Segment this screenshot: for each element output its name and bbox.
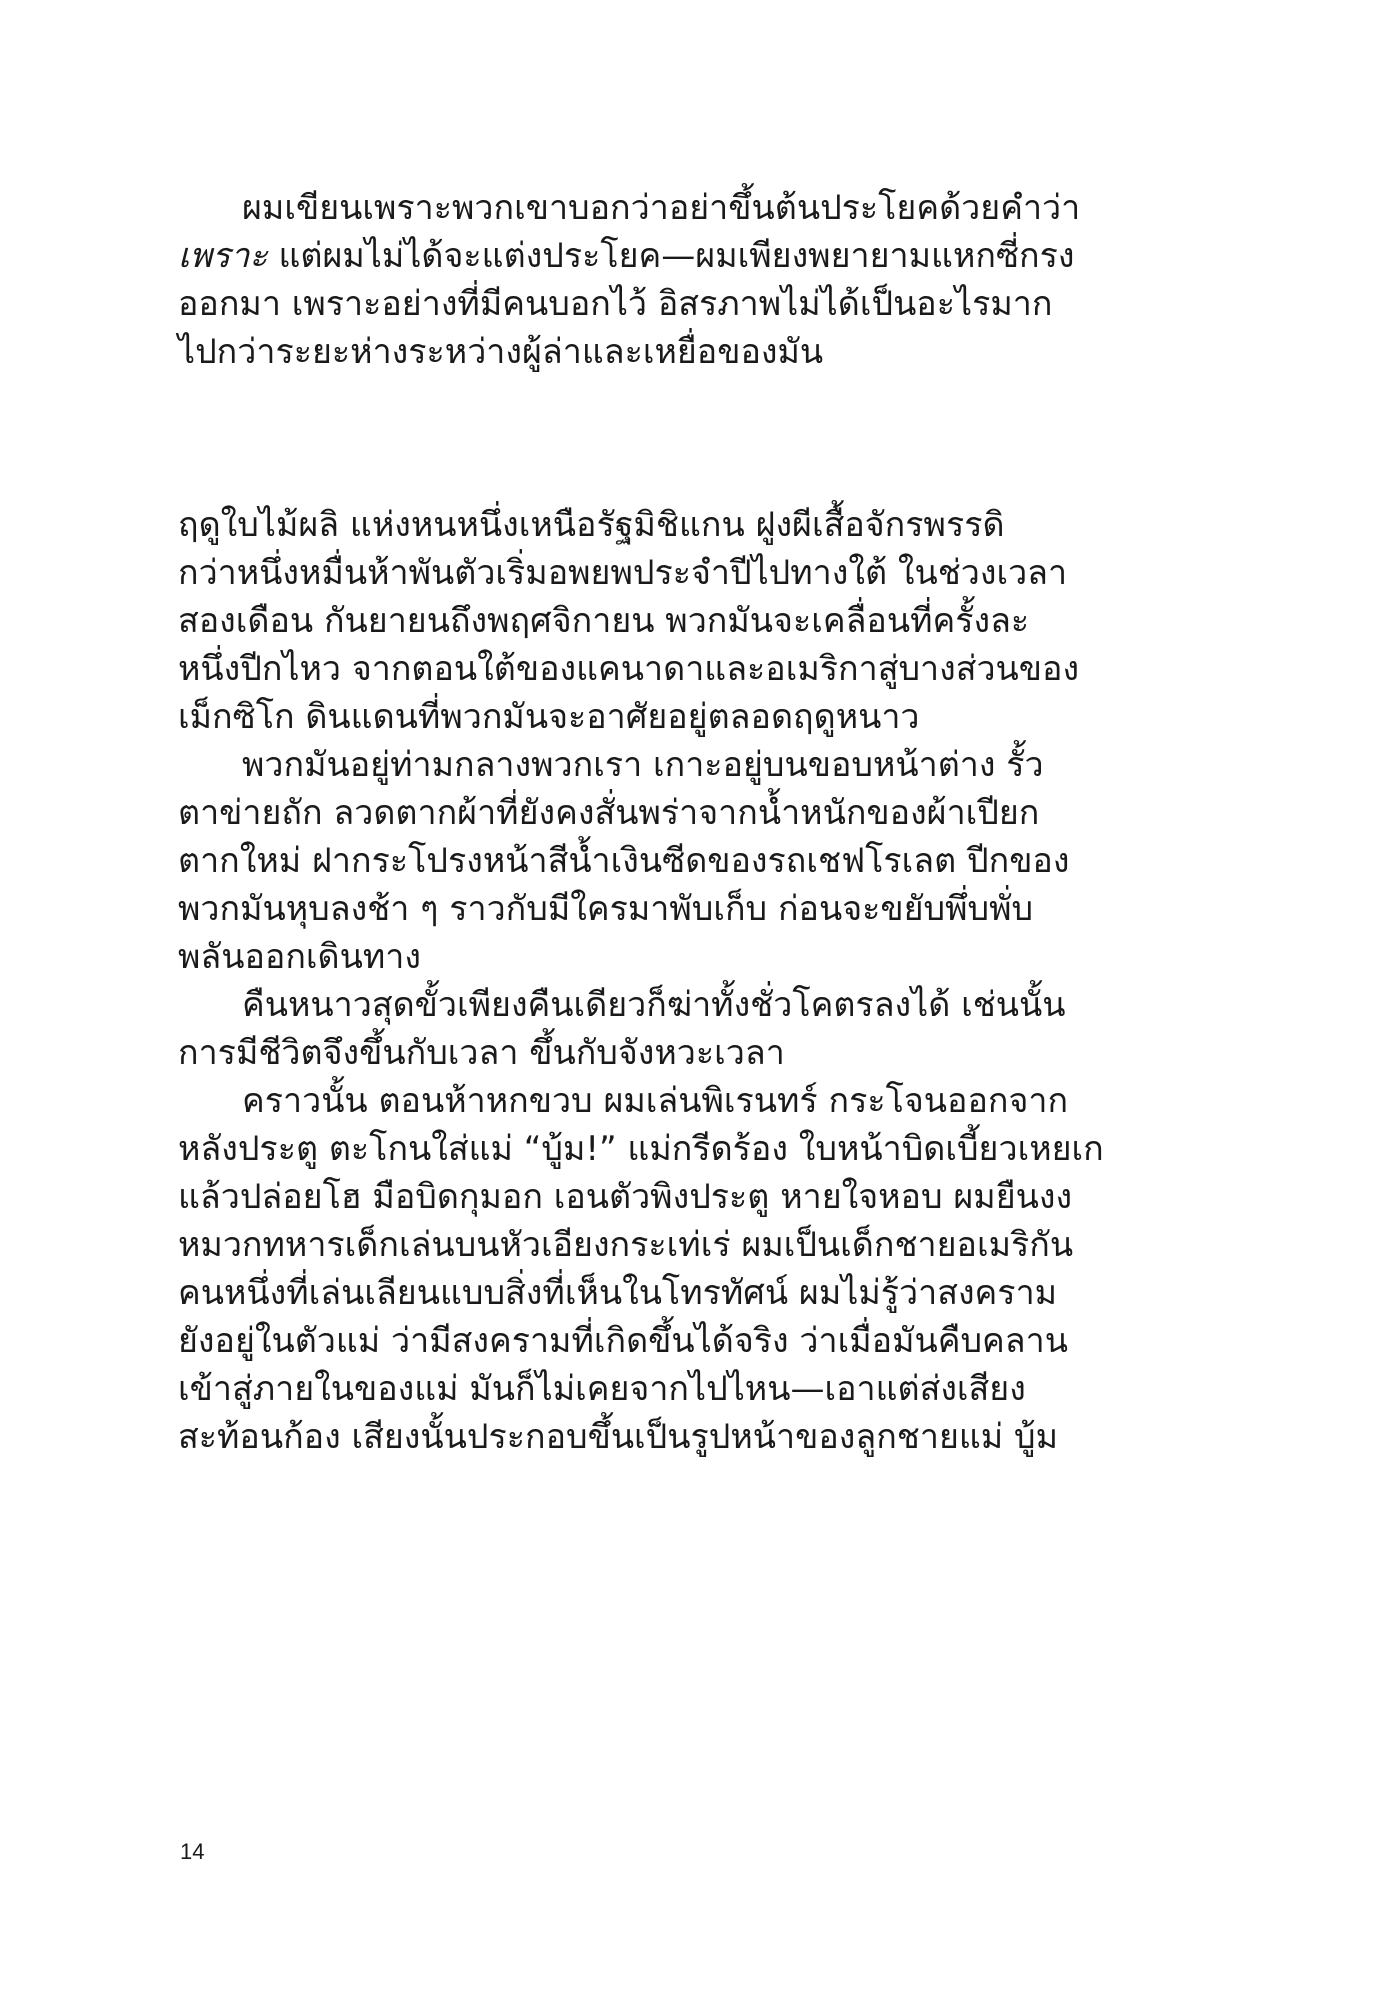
paragraph-line: การมีชีวิตจึงขึ้นกับเวลา ขึ้นกับจังหวะเวลา — [178, 1033, 785, 1073]
epigraph-line-1: ผมเขียนเพราะพวกเขาบอกว่าอย่าขึ้นต้นประโยคด้วยคำว่า — [242, 188, 1081, 228]
epigraph — [178, 184, 1238, 376]
paragraph-line: ฤดูใบไม้ผลิ แห่งหนหนึ่งเหนือรัฐมิชิแกน ฝูงผีเสื้อจักรพรรดิ — [178, 505, 1005, 545]
paragraph-line: หมวกทหารเด็กเล่นบนหัวเอียงกระเท่เร่ ผมเป็นเด็กชายอเมริกัน — [178, 1225, 1074, 1265]
paragraph-line: แล้วปล่อยโฮ มือบิดกุมอก เอนตัวพิงประตู หายใจหอบ ผมยืนงง — [178, 1177, 1073, 1217]
body-text — [178, 501, 1238, 1461]
paragraph-line: คราวนั้น ตอนห้าหกขวบ ผมเล่นพิเรนทร์ กระโจนออกจาก — [242, 1081, 1069, 1121]
epigraph-line-3: ออกมา เพราะอย่างที่มีคนบอกไว้ อิสรภาพไม่ได้เป็นอะไรมาก — [178, 284, 1053, 324]
paragraph-line: เข้าสู่ภายในของแม่ มันก็ไม่เคยจากไปไหน—เอาแต่ส่งเสียง — [178, 1369, 1026, 1409]
epigraph-italic-word: เพราะ — [178, 236, 268, 276]
paragraph-4 — [178, 1077, 1238, 1461]
paragraph-line: หลังประตู ตะโกนใส่แม่ “บู้ม!” แม่กรีดร้อง ใบหน้าบิดเบี้ยวเหยเก — [178, 1129, 1104, 1169]
paragraph-line: ยังอยู่ในตัวแม่ ว่ามีสงครามที่เกิดขึ้นได้จริง ว่าเมื่อมันคืบคลาน — [178, 1321, 1068, 1361]
paragraph-line: กว่าหนึ่งหมื่นห้าพันตัวเริ่มอพยพประจำปีไปทางใต้ ในช่วงเวลา — [178, 553, 1068, 593]
paragraph-2 — [178, 741, 1238, 981]
paragraph-line: คืนหนาวสุดขั้วเพียงคืนเดียวก็ฆ่าทั้งชั่วโคตรลงได้ เช่นนั้น — [242, 985, 1066, 1025]
paragraph-line: พลันออกเดินทาง — [178, 937, 421, 977]
paragraph-line: พวกมันหุบลงช้า ๆ ราวกับมีใครมาพับเก็บ ก่อนจะขยับพึ่บพั่บ — [178, 889, 1034, 929]
paragraph-line: พวกมันอยู่ท่ามกลางพวกเรา เกาะอยู่บนขอบหน้าต่าง รั้ว — [242, 745, 1044, 785]
paragraph-line: ตาข่ายถัก ลวดตากผ้าที่ยังคงสั่นพร่าจากน้ำหนักของผ้าเปียก — [178, 793, 1040, 833]
paragraph-3 — [178, 981, 1238, 1077]
paragraph-line: คนหนึ่งที่เล่นเลียนแบบสิ่งที่เห็นในโทรทัศน์ ผมไม่รู้ว่าสงคราม — [178, 1273, 1058, 1313]
page-number: 14 — [180, 1839, 205, 1864]
paragraph-line: สะท้อนก้อง เสียงนั้นประกอบขึ้นเป็นรูปหน้าของลูกชายแม่ บู้ม — [178, 1417, 1058, 1457]
epigraph-line-2 — [178, 232, 1238, 280]
paragraph-line: ตากใหม่ ฝากระโปรงหน้าสีน้ำเงินซีดของรถเชฟโรเลต ปีกของ — [178, 841, 1070, 881]
paragraph-line: หนึ่งปีกไหว จากตอนใต้ของแคนาดาและอเมริกาสู่บางส่วนของ — [178, 649, 1080, 689]
paragraph-line: เม็กซิโก ดินแดนที่พวกมันจะอาศัยอยู่ตลอดฤดูหนาว — [178, 697, 920, 737]
paragraph-1 — [178, 501, 1238, 741]
epigraph-line-2-rest: แต่ผมไม่ได้จะแต่งประโยค—ผมเพียงพยายามแหกซี่กรง — [267, 236, 1075, 276]
paragraph-line: สองเดือน กันยายนถึงพฤศจิกายน พวกมันจะเคลื่อนที่ครั้งละ — [178, 601, 1030, 641]
epigraph-line-4: ไปกว่าระยะห่างระหว่างผู้ล่าและเหยื่อของมัน — [178, 332, 824, 372]
